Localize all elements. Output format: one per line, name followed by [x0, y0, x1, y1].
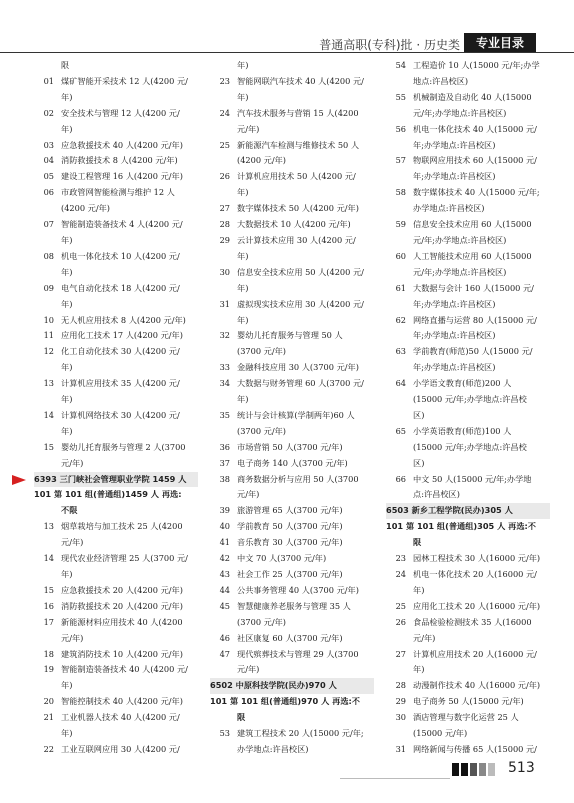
major-text: 人工智能技术应用 60 人(15000	[413, 250, 532, 261]
major-entry	[386, 742, 550, 758]
entry-continuation: (4200 元/年)	[237, 155, 286, 166]
major-text: 网络直播与运营 80 人(15000 元/	[413, 314, 537, 325]
header-rule	[0, 52, 574, 53]
major-text: 动漫制作技术 40 人(16000 元/年)	[413, 680, 541, 691]
major-text: 小学英语教育(师范)100 人	[413, 425, 512, 436]
major-text: 煤矿智能开采技术 12 人(4200 元/	[61, 75, 188, 86]
major-entry	[34, 408, 198, 424]
entry-continuation: 限	[61, 60, 70, 70]
major-entry	[210, 360, 374, 376]
major-text: 公共事务管理 40 人(3700 元/年)	[237, 584, 359, 595]
group-heading-continuation: 限	[413, 537, 422, 548]
major-code: 58	[395, 187, 406, 198]
major-code: 40	[219, 521, 230, 532]
major-code: 23	[395, 553, 406, 564]
major-text: 新能源汽车检测与维修技术 50 人	[237, 139, 360, 150]
major-code: 23	[219, 75, 230, 86]
major-code: 59	[395, 219, 406, 230]
major-text: 计算机应用技术 50 人(4200 元/	[237, 171, 356, 182]
major-entry	[386, 472, 550, 488]
institution-heading: 6503 新乡工程学院(民办)305 人	[386, 503, 550, 519]
major-text: 机电一体化技术 40 人(15000 元/	[413, 123, 537, 134]
major-text: 云计算技术应用 30 人(4200 元/	[237, 234, 356, 245]
major-entry	[210, 106, 374, 122]
major-code: 63	[395, 346, 406, 357]
major-entry	[210, 519, 374, 535]
major-code: 06	[43, 187, 54, 198]
entry-continuation: 点:许昌校区)	[413, 489, 460, 500]
major-code: 31	[219, 298, 230, 309]
major-text: 大数据与会计 160 人(15000 元/	[413, 282, 534, 293]
entry-continuation: 年)	[61, 394, 73, 405]
entry-continuation: 年)	[61, 680, 73, 691]
entry-continuation: (3700 元/年)	[237, 616, 286, 627]
major-entry	[210, 631, 374, 647]
major-code: 36	[219, 441, 230, 452]
major-text: 建筑工程技术 20 人(15000 元/年;	[237, 728, 364, 739]
major-entry	[210, 408, 374, 424]
major-text: 网络新闻与传播 65 人(15000 元/	[413, 743, 537, 754]
entry-continuation: 年)	[61, 362, 73, 373]
major-entry	[34, 138, 198, 154]
major-code: 26	[395, 616, 406, 627]
entry-continuation: 元/年)	[237, 489, 260, 500]
group-heading: 101 第 101 组(普通组)305 人 再选:不	[386, 521, 536, 532]
major-text: 安全技术与管理 12 人(4200 元/	[61, 107, 180, 118]
major-entry	[386, 249, 550, 265]
entry-continuation: 年)	[61, 298, 73, 309]
major-code: 20	[43, 696, 54, 707]
entry-continuation: 元/年;办学地点:许昌校区)	[413, 266, 507, 277]
major-text: 婴幼儿托育服务与管理 2 人(3700	[61, 441, 186, 452]
major-text: 旅游管理 65 人(3700 元/年)	[237, 505, 343, 516]
major-text: 学前教育(师范)50 人(15000 元/	[413, 346, 533, 357]
major-entry	[386, 678, 550, 694]
major-code: 62	[395, 314, 406, 325]
header-subtitle: 普通高职(专科)批 · 历史类	[319, 38, 460, 52]
major-code: 42	[219, 553, 230, 564]
major-text: 学前教育 50 人(3700 元/年)	[237, 521, 343, 532]
footer-decoration	[452, 763, 495, 782]
group-heading-continuation: 不限	[61, 505, 78, 516]
entry-continuation: 区)	[413, 409, 425, 420]
major-entry	[34, 615, 198, 631]
major-code: 14	[43, 409, 54, 420]
entry-continuation: (3700 元/年)	[237, 346, 286, 357]
major-code: 31	[395, 743, 406, 754]
major-code: 12	[43, 346, 54, 357]
major-text: 物联网应用技术 60 人(15000 元/	[413, 155, 537, 166]
major-code: 56	[395, 123, 406, 134]
major-text: 新能源材料应用技术 40 人(4200	[61, 616, 183, 627]
entry-continuation: 年)	[413, 664, 425, 675]
major-entry	[210, 535, 374, 551]
entry-continuation: 年)	[237, 394, 249, 405]
major-code: 27	[395, 648, 406, 659]
entry-continuation: 元/年;办学地点:许昌校区)	[413, 107, 507, 118]
major-entry	[210, 265, 374, 281]
major-text: 信息安全技术应用 50 人(4200 元/	[237, 266, 364, 277]
page-number: 513	[508, 760, 535, 776]
major-code: 29	[395, 696, 406, 707]
major-code: 11	[43, 330, 54, 341]
major-text: 电子商务 140 人(3700 元/年)	[237, 457, 348, 468]
major-entry	[210, 472, 374, 488]
major-text: 汽车技术服务与营销 15 人(4200	[237, 107, 359, 118]
major-entry	[34, 742, 198, 758]
major-code: 43	[219, 569, 230, 579]
major-text: 计算机应用技术 35 人(4200 元/	[61, 378, 180, 389]
major-entry	[34, 169, 198, 185]
major-text: 应用化工技术 17 人(4200 元/年)	[61, 330, 183, 341]
major-text: 机电一体化技术 20 人(16000 元/	[413, 569, 537, 579]
major-text: 应急救援技术 40 人(4200 元/年)	[61, 139, 183, 150]
entry-continuation: 元/年)	[237, 664, 260, 675]
major-code: 66	[395, 473, 406, 484]
major-text: 机电一体化技术 10 人(4200 元/	[61, 250, 180, 261]
entry-continuation: 区)	[413, 457, 425, 468]
entry-continuation: (15000 元/年)	[413, 728, 468, 739]
major-entry	[34, 153, 198, 169]
group-heading: 101 第 101 组(普通组)970 人 再选:不	[210, 696, 360, 707]
institution-heading: 6393 三门峡社会管理职业学院 1459 人	[34, 472, 198, 488]
major-entry	[34, 74, 198, 90]
major-entry	[386, 567, 550, 583]
major-entry	[34, 249, 198, 265]
major-entry	[210, 74, 374, 90]
entry-continuation: 元/年)	[61, 632, 84, 643]
entry-continuation: (4200 元/年)	[61, 203, 110, 214]
entry-continuation: 地点:许昌校区)	[413, 75, 469, 86]
major-code: 39	[219, 505, 230, 516]
entry-continuation: (15000 元/年;办学地点:许昌校	[413, 441, 527, 452]
major-text: 大数据技术 10 人(4200 元/年)	[237, 219, 351, 230]
major-text: 电气自动化技术 18 人(4200 元/	[61, 282, 180, 293]
major-text: 消防救援技术 8 人(4200 元/年)	[61, 155, 178, 166]
major-code: 38	[219, 473, 230, 484]
entry-continuation: 年;办学地点:许昌校区)	[413, 298, 496, 309]
major-entry	[386, 185, 550, 201]
major-entry	[210, 233, 374, 249]
major-code: 57	[395, 155, 406, 166]
major-code: 44	[219, 584, 230, 595]
major-code: 17	[43, 616, 54, 627]
column-3	[386, 58, 550, 758]
major-text: 中文 70 人(3700 元/年)	[237, 553, 327, 564]
major-entry	[34, 281, 198, 297]
major-text: 现代农业经济管理 25 人(3700 元/	[61, 553, 188, 564]
major-entry	[34, 440, 198, 456]
major-text: 音乐教育 30 人(3700 元/年)	[237, 537, 343, 548]
entry-continuation: 元/年)	[237, 123, 260, 134]
major-entry	[210, 503, 374, 519]
major-entry	[386, 710, 550, 726]
major-entry	[386, 599, 550, 615]
major-code: 34	[219, 378, 230, 389]
major-code: 26	[219, 171, 230, 182]
major-text: 消防救援技术 20 人(4200 元/年)	[61, 600, 183, 611]
entry-continuation: 年)	[237, 314, 249, 325]
major-code: 10	[43, 314, 54, 325]
entry-continuation: 年)	[61, 569, 73, 579]
major-code: 53	[219, 728, 230, 739]
major-text: 智能网联汽车技术 40 人(4200 元/	[237, 75, 364, 86]
entry-continuation: 办学地点:许昌校区)	[237, 743, 309, 754]
major-code: 30	[395, 712, 406, 723]
major-text: 计算机应用技术 20 人(16000 元/	[413, 648, 537, 659]
entry-continuation: 年)	[61, 425, 73, 436]
major-text: 智能控制技术 40 人(4200 元/年)	[61, 696, 183, 707]
entry-continuation: 年)	[61, 266, 73, 277]
institution-heading: 6502 中原科技学院(民办)970 人	[210, 678, 374, 694]
entry-continuation: (3700 元/年)	[237, 425, 286, 436]
major-code: 25	[395, 600, 406, 611]
major-entry	[210, 726, 374, 742]
major-text: 数字媒体技术 40 人(15000 元/年;	[413, 187, 540, 198]
major-entry	[210, 138, 374, 154]
major-entry	[386, 313, 550, 329]
major-code: 18	[43, 648, 54, 659]
major-text: 食品检验检测技术 35 人(16000	[413, 616, 532, 627]
major-entry	[34, 313, 198, 329]
major-entry	[386, 153, 550, 169]
major-entry	[386, 647, 550, 663]
entry-continuation: 办学地点:许昌校区)	[413, 203, 485, 214]
major-entry	[34, 647, 198, 663]
entry-continuation: 年;办学地点:许昌校区)	[413, 330, 496, 341]
column-1	[34, 58, 198, 758]
major-entry	[386, 217, 550, 233]
major-code: 05	[43, 171, 54, 182]
major-entry	[386, 281, 550, 297]
major-text: 智能制造装备技术 4 人(4200 元/	[61, 219, 183, 230]
major-entry	[210, 583, 374, 599]
major-code: 65	[395, 425, 406, 436]
entry-continuation: 年)	[413, 584, 425, 595]
major-code: 60	[395, 250, 406, 261]
major-text: 建筑消防技术 10 人(4200 元/年)	[61, 648, 183, 659]
major-code: 21	[43, 712, 54, 723]
major-code: 28	[219, 219, 230, 230]
major-entry	[34, 599, 198, 615]
entry-continuation: 年)	[237, 250, 249, 261]
major-code: 02	[43, 107, 54, 118]
major-code: 14	[43, 553, 54, 564]
major-text: 工程造价 10 人(15000 元/年;办学	[413, 60, 540, 70]
major-code: 29	[219, 234, 230, 245]
major-text: 应用化工技术 20 人(16000 元/年)	[413, 600, 541, 611]
major-code: 22	[43, 743, 54, 754]
major-text: 数字媒体技术 50 人(4200 元/年)	[237, 203, 359, 214]
major-entry	[210, 567, 374, 583]
entry-continuation: 年)	[237, 282, 249, 293]
major-text: 市场营销 50 人(3700 元/年)	[237, 441, 343, 452]
major-entry	[210, 201, 374, 217]
major-entry	[34, 583, 198, 599]
major-text: 计算机网络技术 30 人(4200 元/	[61, 409, 180, 420]
major-code: 01	[43, 75, 54, 86]
group-heading: 101 第 101 组(普通组)1459 人 再选:	[34, 489, 182, 500]
major-entry	[210, 297, 374, 313]
major-code: 55	[395, 91, 406, 102]
major-text: 金融科技应用 30 人(3700 元/年)	[237, 362, 359, 373]
major-text: 中文 50 人(15000 元/年;办学地	[413, 473, 532, 484]
entry-continuation: 年)	[61, 728, 73, 739]
major-code: 64	[395, 378, 406, 389]
major-entry	[34, 185, 198, 201]
major-code: 32	[219, 330, 230, 341]
major-code: 15	[43, 441, 54, 452]
major-text: 智能制造装备技术 40 人(4200 元/	[61, 664, 188, 675]
entry-continuation: 年;办学地点:许昌校区)	[413, 362, 496, 373]
major-code: 24	[219, 107, 230, 118]
major-text: 信息安全技术应用 60 人(15000	[413, 219, 532, 230]
major-text: 统计与会计核算(学制两年)60 人	[237, 409, 355, 420]
major-entry	[386, 551, 550, 567]
major-entry	[386, 58, 550, 74]
major-text: 市政管网智能检测与维护 12 人	[61, 187, 175, 198]
major-code: 19	[43, 664, 54, 675]
major-entry	[34, 519, 198, 535]
major-text: 工业互联网应用 30 人(4200 元/	[61, 743, 180, 754]
major-code: 28	[395, 680, 406, 691]
major-code: 27	[219, 203, 230, 214]
major-text: 社区康复 60 人(3700 元/年)	[237, 632, 343, 643]
entry-continuation: 年)	[237, 187, 249, 198]
major-code: 54	[395, 60, 406, 70]
major-code: 13	[43, 378, 54, 389]
major-code: 61	[395, 282, 406, 293]
header-section-label: 专业目录	[464, 33, 536, 53]
arrow-marker-icon	[12, 475, 26, 485]
major-code: 30	[219, 266, 230, 277]
major-text: 园林工程技术 30 人(16000 元/年)	[413, 553, 541, 564]
major-text: 社会工作 25 人(3700 元/年)	[237, 569, 343, 579]
major-text: 大数据与财务管理 60 人(3700 元/	[237, 378, 364, 389]
entry-continuation: 元/年)	[413, 632, 436, 643]
major-code: 25	[219, 139, 230, 150]
major-code: 07	[43, 219, 54, 230]
major-entry	[210, 599, 374, 615]
major-code: 33	[219, 362, 230, 373]
major-code: 15	[43, 584, 54, 595]
major-entry	[34, 551, 198, 567]
entry-continuation: 年)	[237, 60, 249, 70]
entry-continuation: 元/年)	[61, 537, 84, 548]
major-entry	[386, 90, 550, 106]
major-text: 现代殡葬技术与管理 29 人(3700	[237, 648, 359, 659]
major-text: 机械制造及自动化 40 人(15000	[413, 91, 532, 102]
major-text: 建设工程管理 16 人(4200 元/年)	[61, 171, 183, 182]
major-code: 47	[219, 648, 230, 659]
major-text: 烟草栽培与加工技术 25 人(4200	[61, 521, 183, 532]
entry-continuation: (15000 元/年;办学地点:许昌校	[413, 394, 527, 405]
major-code: 08	[43, 250, 54, 261]
entry-continuation: 元/年;办学地点:许昌校区)	[413, 234, 507, 245]
major-text: 商务数据分析与应用 50 人(3700	[237, 473, 359, 484]
entry-continuation: 年)	[61, 91, 73, 102]
group-heading-continuation: 限	[237, 712, 246, 723]
entry-continuation: 年;办学地点:许昌校区)	[413, 139, 496, 150]
major-entry	[210, 328, 374, 344]
major-entry	[386, 122, 550, 138]
major-entry	[34, 694, 198, 710]
major-text: 小学语文教育(师范)200 人	[413, 378, 512, 389]
entry-continuation: 年)	[61, 234, 73, 245]
major-text: 工业机器人技术 40 人(4200 元/	[61, 712, 180, 723]
entry-continuation: 年)	[61, 123, 73, 134]
major-code: 24	[395, 569, 406, 579]
major-entry	[210, 551, 374, 567]
major-entry	[210, 440, 374, 456]
major-text: 婴幼儿托育服务与管理 50 人	[237, 330, 343, 341]
major-text: 酒店管理与数字化运营 25 人	[413, 712, 519, 723]
major-code: 37	[219, 457, 230, 468]
major-entry	[386, 694, 550, 710]
major-entry	[386, 615, 550, 631]
major-entry	[210, 647, 374, 663]
major-entry	[386, 424, 550, 440]
footer-rule	[340, 778, 450, 779]
major-entry	[210, 376, 374, 392]
major-entry	[34, 710, 198, 726]
major-code: 03	[43, 139, 54, 150]
major-text: 化工自动化技术 30 人(4200 元/	[61, 346, 180, 357]
major-entry	[386, 376, 550, 392]
column-2	[210, 58, 374, 758]
major-text: 电子商务 50 人(15000 元/年)	[413, 696, 524, 707]
major-text: 智慧健康养老服务与管理 35 人	[237, 600, 351, 611]
major-entry	[210, 456, 374, 472]
major-entry	[210, 169, 374, 185]
major-code: 35	[219, 409, 230, 420]
major-code: 45	[219, 600, 230, 611]
major-code: 13	[43, 521, 54, 532]
major-code: 09	[43, 282, 54, 293]
major-entry	[34, 376, 198, 392]
major-entry	[34, 662, 198, 678]
major-text: 无人机应用技术 8 人(4200 元/年)	[61, 314, 186, 325]
major-entry	[34, 344, 198, 360]
major-code: 46	[219, 632, 230, 643]
major-entry	[210, 217, 374, 233]
entry-continuation: 年)	[237, 91, 249, 102]
major-code: 04	[43, 155, 54, 166]
major-text: 应急救援技术 20 人(4200 元/年)	[61, 584, 183, 595]
entry-continuation: 元/年)	[61, 457, 84, 468]
major-code: 16	[43, 600, 54, 611]
major-entry	[34, 106, 198, 122]
major-code: 41	[219, 537, 230, 548]
major-entry	[34, 328, 198, 344]
major-entry	[386, 344, 550, 360]
entry-continuation: 年;办学地点:许昌校区)	[413, 171, 496, 182]
major-text: 虚拟现实技术应用 30 人(4200 元/	[237, 298, 364, 309]
major-entry	[34, 217, 198, 233]
